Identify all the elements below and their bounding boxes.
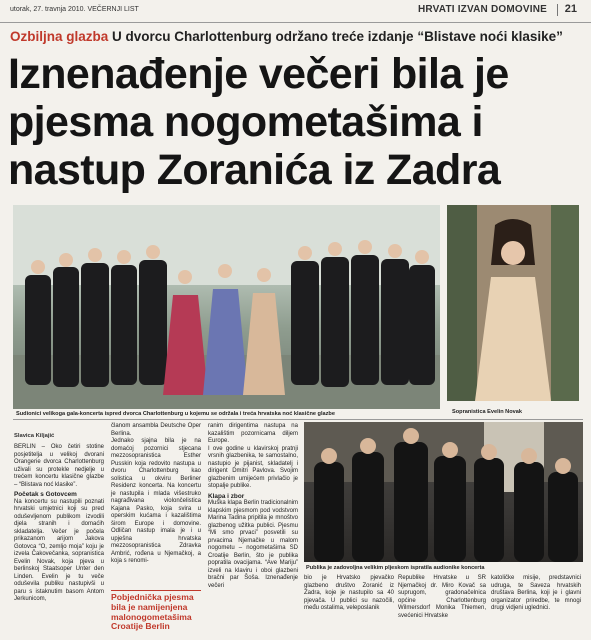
soprano-photo-caption: Sopranistica Evelin Novak — [452, 409, 522, 415]
paragraph: Jednako sjajna bila je na domaćoj pozornici stjecana mezzosopranistica Esther Pusskin koja redovito nastupa u dvoru Charlottenburg kao solistica u okviru Berliner Residenz koncerta. Na koncertu je nastupila i mlada višestruko nagrađivana violončelistica Kajana Pasko, koja svira u operskim kućama i kazalištima širom Europe i domovine. Odličan nastup imala je i u upješna hrvatska mezzosopranistica Zdravka Ambrić, rođena u Njemačkoj, a koja s renomi- — [111, 438, 201, 564]
kicker-tag: Ozbiljna glazba — [10, 29, 109, 44]
paragraph: bio je Hrvatsko pjevačko glazbeno društvo Zoranić iz Zadra, koje je nastupilo sa 40 pjevača. U publici su nazočili, među ostalima, veleposlanik — [304, 575, 394, 611]
article-column-3 — [208, 423, 298, 590]
paragraph: katoličke misije, predstavnici udruga, te Saveza hrvatskih društava Berlina, koji je i glavni organizator priredbe, te mnogi drugi vidjeni uglednici. — [491, 575, 581, 611]
audience-photo-caption: Publika je zadovoljna velikim pljeskom ispratila audionike koncerta — [306, 565, 485, 571]
audience-photo — [304, 422, 583, 562]
article-column-4 — [304, 575, 394, 613]
article-column-5 — [398, 575, 486, 620]
paragraph: ranim dirigentima nastupa na kazalištim pozornicama diljem Europe. — [208, 423, 298, 444]
paragraph: I ove godine u klavirskoj pratnji vrsnih glazbenika, te samostalno, nastupio je pijanist, skladatelj i dirigent Dmitri Pavlova. Svojim glazbenim umijećem privlačio je stopalje publike. — [208, 445, 298, 489]
paragraph: Na koncertu su nastupili poznati hrvatski umjetnici koji su pred oduševljenom publikom izvodili djela stranih i domaćih skladatelja. Večer je počela prikazanom arijom Jakova Gotovca “O, zemljo moja” koju je izvela Čakovečanka, sopranistica Evelin Novak, koja pjeva u berlinskoj Staatsoper Unter den Linden. Evelin je tu veče oduševila publiku nastupivši u paru s istaknutim basom Antom Jerkunicom, — [14, 498, 104, 602]
audience-photo-illustration — [304, 422, 583, 562]
paragraph: BERLIN – Oko četiri stotine posjetitelja u velikoj dvorani Orangerie dvorca Charlottenburg uživali su protekle nedjelje u trećem koncertu klasične glazbe – “Blistava noć klasike”. — [14, 444, 104, 488]
article-column-6 — [491, 575, 581, 613]
byline: Slavica Kiljajić — [14, 433, 55, 439]
date-line: utorak, 27. travnja 2010. VEČERNJI LIST — [10, 6, 139, 13]
pull-quote: Pobjednička pjesma bila je namijenjena malonogometašima Croatije Berlin — [111, 590, 201, 632]
soprano-photo-illustration — [447, 205, 579, 401]
headline — [8, 50, 583, 194]
section-title: HRVATI IZVAN DOMOVINE — [417, 4, 547, 15]
subheading: Početak s Gotovcem — [14, 491, 77, 498]
group-photo-illustration — [13, 205, 440, 409]
group-photo — [13, 205, 440, 409]
paragraph: Muška klapa Berlin tradicionalnim klapskim pjesmom pod vodstvom Marina Tadina pripitila je mnoštvo glazbenog užitka publici. Pjesmu “Mi smo prvaci” posvetili su prvacima Njemačke u malom nogometu – nogometašima SD Croatije Berlin, što je publika popratila ovacijama. “Ave Mariju” izveli na klaviru i oboi glazbeni bračni par Šoša. Iznenađenje večeri — [208, 500, 298, 589]
article-column-2 — [111, 423, 201, 566]
kicker — [10, 29, 563, 44]
paragraph: članom ansambla Deutsche Oper Berlina. — [111, 423, 201, 437]
soprano-photo — [447, 205, 579, 401]
page-header — [0, 0, 591, 23]
paragraph: Republike Hrvatske u SR Njemačkoj dr. Miro Kovač sa suprugom, gradonačelnica općine Charlottenburg Wilmersdorf Monika Thiemen, svećenici Hrvatske — [398, 575, 486, 619]
section-divider — [13, 419, 583, 420]
page-number: 21 — [564, 3, 577, 15]
header-divider — [557, 4, 558, 16]
headline-line-2: pjesma nogometašima i — [8, 98, 483, 146]
article-column-1 — [14, 444, 104, 604]
subheading: Klapa i zbor — [208, 492, 245, 500]
kicker-subhead: U dvorcu Charlottenburg održano treće izdanje “Blistave noći klasike” — [112, 29, 563, 44]
headline-line-3: nastup Zoranića iz Zadra — [8, 146, 501, 194]
headline-line-1: Iznenađenje večeri bila je — [8, 50, 509, 98]
group-photo-caption: Sudionici velikoga gala-koncerta ispred dvorca Charlottenburg u kojemu se održala i treća hrvatska noć klasične glazbe — [16, 411, 335, 417]
